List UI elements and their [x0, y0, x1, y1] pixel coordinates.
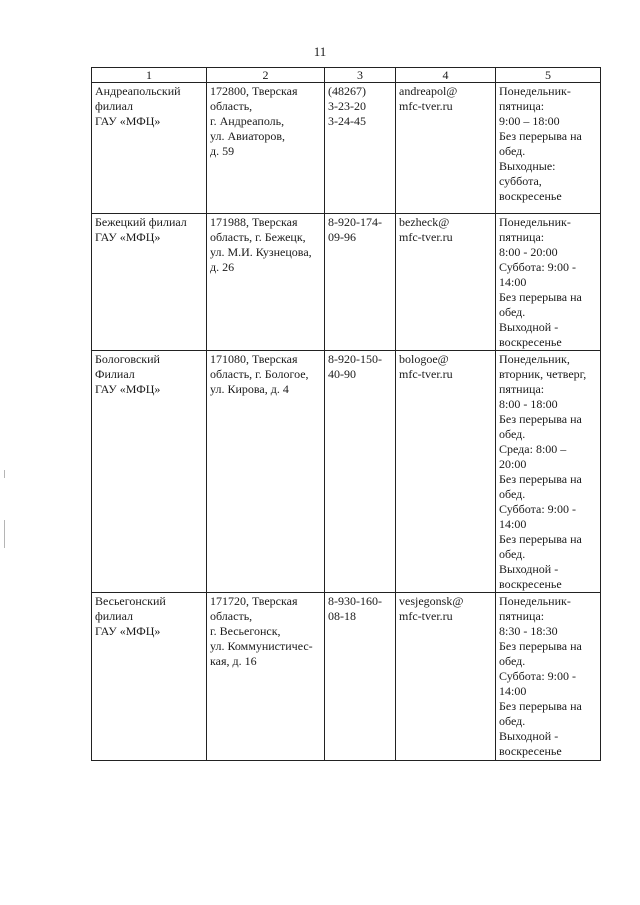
- cell-text-line: mfc-tver.ru: [399, 99, 453, 113]
- cell-text-line: 8-920-174-: [328, 215, 382, 229]
- cell-text-line: Выходной -: [499, 729, 559, 743]
- cell-text-line: Суббота: 9:00 -: [499, 669, 576, 683]
- cell-text-line: Без перерыва на: [499, 412, 582, 426]
- cell-text-line: обед.: [499, 487, 526, 501]
- table-row: [92, 351, 601, 593]
- cell-text-line: д. 26: [210, 260, 235, 274]
- cell-text-line: область,: [210, 609, 253, 623]
- cell-text-line: mfc-tver.ru: [399, 367, 453, 381]
- cell-text-line: 40-90: [328, 367, 356, 381]
- cell-text-line: Без перерыва на: [499, 699, 582, 713]
- table-header-row: [92, 68, 601, 83]
- cell-text-line: Без перерыва на: [499, 532, 582, 546]
- cell-text-line: vesjegonsk@: [399, 594, 464, 608]
- cell-text-line: воскресенье: [499, 335, 562, 349]
- cell-text-line: область,: [210, 99, 253, 113]
- phone-cell: [325, 83, 396, 214]
- cell-text-line: ГАУ «МФЦ»: [95, 382, 161, 396]
- cell-text-line: 8-920-150-: [328, 352, 382, 366]
- phone-cell: [325, 351, 396, 593]
- address-cell: [207, 83, 325, 214]
- branch-name-cell: [92, 214, 207, 351]
- column-header: 5: [496, 68, 601, 83]
- cell-text-line: обед.: [499, 427, 526, 441]
- cell-text-line: филиал: [95, 609, 134, 623]
- cell-text-line: суббота,: [499, 174, 542, 188]
- cell-text-line: Среда: 8:00 –: [499, 442, 567, 456]
- email-cell: [396, 593, 496, 761]
- cell-text-line: филиал: [95, 99, 134, 113]
- phone-cell: [325, 593, 396, 761]
- cell-text-line: Без перерыва на: [499, 639, 582, 653]
- cell-text-line: Андреапольский: [95, 84, 181, 98]
- cell-text-line: Понедельник,: [499, 352, 570, 366]
- scan-mark: [4, 470, 5, 478]
- cell-text-line: обед.: [499, 654, 526, 668]
- cell-text-line: 8:00 - 20:00: [499, 245, 558, 259]
- cell-text-line: область, г. Бологое,: [210, 367, 309, 381]
- cell-text-line: пятница:: [499, 382, 545, 396]
- cell-text-line: Филиал: [95, 367, 135, 381]
- cell-text-line: Понедельник-: [499, 84, 571, 98]
- cell-text-line: 14:00: [499, 684, 527, 698]
- cell-text-line: ул. Кирова, д. 4: [210, 382, 289, 396]
- address-cell: [207, 214, 325, 351]
- cell-text-line: воскресенье: [499, 577, 562, 591]
- cell-text-line: 172800, Тверская: [210, 84, 298, 98]
- mfc-branches-table: [91, 67, 601, 761]
- cell-text-line: Без перерыва на: [499, 290, 582, 304]
- page-number: 11: [313, 44, 327, 59]
- cell-text-line: 171988, Тверская: [210, 215, 298, 229]
- cell-text-line: 3-23-20: [328, 99, 366, 113]
- table-row: [92, 83, 601, 214]
- cell-text-line: 09-96: [328, 230, 356, 244]
- cell-text-line: Весьегонский: [95, 594, 166, 608]
- branch-name-cell: [92, 351, 207, 593]
- cell-text-line: 9:00 – 18:00: [499, 114, 560, 128]
- address-cell: [207, 351, 325, 593]
- email-cell: [396, 351, 496, 593]
- cell-text-line: обед.: [499, 144, 526, 158]
- cell-text-line: 14:00: [499, 517, 527, 531]
- cell-text-line: область, г. Бежецк,: [210, 230, 306, 244]
- cell-text-line: пятница:: [499, 99, 545, 113]
- cell-text-line: кая, д. 16: [210, 654, 257, 668]
- cell-text-line: mfc-tver.ru: [399, 230, 453, 244]
- cell-text-line: Понедельник-: [499, 594, 571, 608]
- cell-text-line: 171080, Тверская: [210, 352, 298, 366]
- cell-text-line: 8:30 - 18:30: [499, 624, 558, 638]
- cell-text-line: Без перерыва на: [499, 472, 582, 486]
- cell-text-line: Суббота: 9:00 -: [499, 260, 576, 274]
- cell-text-line: Бологовский: [95, 352, 160, 366]
- column-header: 4: [396, 68, 496, 83]
- cell-text-line: г. Андреаполь,: [210, 114, 285, 128]
- cell-text-line: ГАУ «МФЦ»: [95, 624, 161, 638]
- cell-text-line: ГАУ «МФЦ»: [95, 230, 161, 244]
- column-header: 1: [92, 68, 207, 83]
- cell-text-line: 8:00 - 18:00: [499, 397, 558, 411]
- schedule-cell: [496, 593, 601, 761]
- cell-text-line: Без перерыва на: [499, 129, 582, 143]
- column-header: 2: [207, 68, 325, 83]
- cell-text-line: Выходной -: [499, 320, 559, 334]
- cell-text-line: Понедельник-: [499, 215, 571, 229]
- cell-text-line: ГАУ «МФЦ»: [95, 114, 161, 128]
- branch-name-cell: [92, 593, 207, 761]
- cell-text-line: 14:00: [499, 275, 527, 289]
- column-header: 3: [325, 68, 396, 83]
- cell-text-line: ул. Авиаторов,: [210, 129, 285, 143]
- schedule-cell: [496, 351, 601, 593]
- cell-text-line: Бежецкий филиал: [95, 215, 187, 229]
- cell-text-line: ул. Коммунистичес-: [210, 639, 313, 653]
- cell-text-line: обед.: [499, 305, 526, 319]
- cell-text-line: andreapol@: [399, 84, 458, 98]
- cell-text-line: bezheck@: [399, 215, 450, 229]
- cell-text-line: 171720, Тверская: [210, 594, 298, 608]
- cell-text-line: г. Весьегонск,: [210, 624, 281, 638]
- table-row: [92, 593, 601, 761]
- cell-text-line: обед.: [499, 714, 526, 728]
- cell-text-line: 3-24-45: [328, 114, 366, 128]
- cell-text-line: вторник, четверг,: [499, 367, 587, 381]
- cell-text-line: Суббота: 9:00 -: [499, 502, 576, 516]
- table-row: [92, 214, 601, 351]
- email-cell: [396, 214, 496, 351]
- cell-text-line: 8-930-160-: [328, 594, 382, 608]
- cell-text-line: 08-18: [328, 609, 356, 623]
- cell-text-line: пятница:: [499, 609, 545, 623]
- address-cell: [207, 593, 325, 761]
- cell-text-line: обед.: [499, 547, 526, 561]
- phone-cell: [325, 214, 396, 351]
- cell-text-line: пятница:: [499, 230, 545, 244]
- cell-text-line: ул. М.И. Кузнецова,: [210, 245, 312, 259]
- scan-mark: [4, 520, 5, 548]
- cell-text-line: д. 59: [210, 144, 235, 158]
- cell-text-line: bologoe@: [399, 352, 449, 366]
- cell-text-line: воскресенье: [499, 744, 562, 758]
- schedule-cell: [496, 214, 601, 351]
- cell-text-line: mfc-tver.ru: [399, 609, 453, 623]
- cell-text-line: (48267): [328, 84, 366, 98]
- schedule-cell: [496, 83, 601, 214]
- cell-text-line: 20:00: [499, 457, 527, 471]
- branch-name-cell: [92, 83, 207, 214]
- email-cell: [396, 83, 496, 214]
- cell-text-line: воскресенье: [499, 189, 562, 203]
- cell-text-line: Выходные:: [499, 159, 556, 173]
- cell-text-line: Выходной -: [499, 562, 559, 576]
